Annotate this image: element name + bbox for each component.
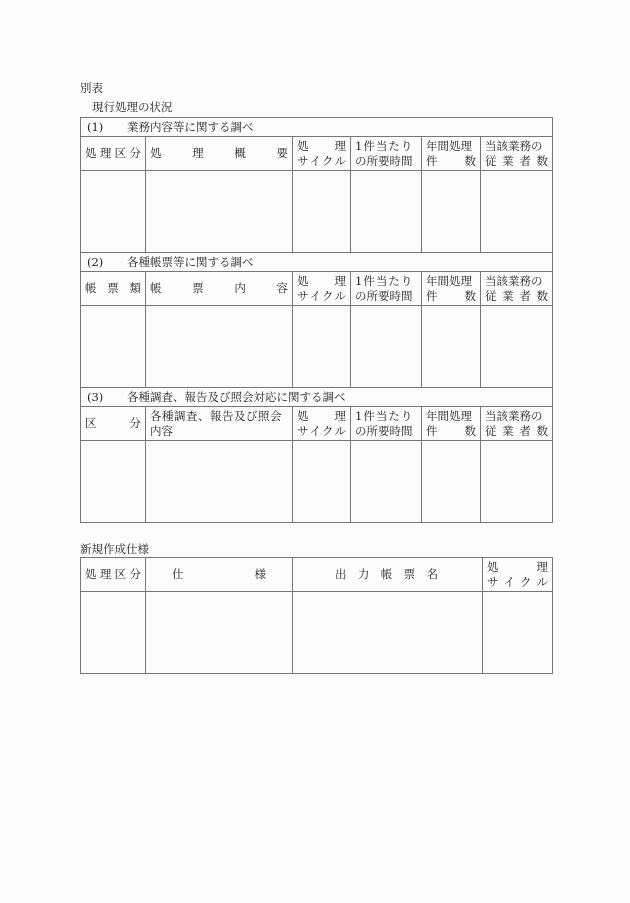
header-processing-cycle [293, 272, 351, 306]
current-status-title: 現行処理の状況 [92, 100, 173, 114]
header-char: 理 [334, 138, 346, 153]
header-annual-count: 年間処理 件 数 [422, 272, 481, 306]
header-char: 従 [485, 423, 497, 438]
header-char: ル [334, 153, 346, 168]
header-processing-overview [146, 137, 293, 171]
header-processing-category [81, 558, 146, 592]
header-char: 要 [276, 146, 288, 160]
header-char: ル [536, 574, 548, 589]
header-char: サ [297, 153, 309, 168]
header-char: 件 [426, 423, 438, 438]
header-char: 処 [85, 567, 97, 581]
header-char: 区 [85, 416, 97, 430]
section-2-heading [81, 253, 553, 272]
header-char: 件 [426, 153, 438, 168]
header-char: 数 [536, 288, 549, 303]
section-2-data-row [81, 306, 553, 388]
header-char: 分 [129, 416, 141, 430]
header-time-per-item: 1件当たり の所要時間 [351, 272, 422, 306]
header-char: 分 [129, 146, 141, 160]
header-char: 処 [297, 408, 309, 423]
header-staff-count: 当該業務の 従 業 者 数 [481, 137, 553, 171]
new-spec-header-row [81, 558, 553, 592]
header-char: 理 [334, 408, 346, 423]
header-processing-cycle [483, 558, 553, 592]
header-processing-cycle [293, 137, 351, 171]
appendix-label: 別表 [80, 81, 103, 95]
header-char: 帳 [380, 567, 393, 581]
header-char: 処 [297, 273, 309, 288]
section-2-heading-row [81, 253, 553, 272]
header-processing-cycle [293, 407, 351, 441]
header-char: 容 [276, 281, 288, 295]
section-1-data-row [81, 171, 553, 253]
header-char: 処 [150, 146, 162, 160]
header-staff-count: 当該業務の 従 業 者 数 [481, 272, 553, 306]
header-char: 様 [254, 567, 266, 581]
section-number: (3) [87, 389, 104, 404]
header-char: 内 [234, 281, 246, 295]
cell [351, 306, 422, 388]
cell [351, 171, 422, 253]
section-1-heading [81, 118, 553, 137]
header-char: 処 [487, 559, 499, 574]
header-char: 票 [403, 567, 416, 581]
header-char: 処 [297, 138, 309, 153]
header-char: 数 [464, 288, 476, 303]
new-spec-table [80, 557, 553, 674]
header-time-per-item: 1件当たり の所要時間 [351, 407, 422, 441]
header-char: 票 [107, 281, 119, 295]
cell [146, 441, 293, 523]
section-3-heading-row [81, 388, 553, 407]
header-char: イ [309, 423, 321, 438]
cell [422, 441, 481, 523]
header-char: 数 [536, 423, 549, 438]
cell [146, 306, 293, 388]
header-char: 分 [129, 567, 141, 581]
section-title: 各種調査、報告及び照会対応に関する調べ [127, 389, 346, 404]
header-char: 票 [192, 281, 204, 295]
section-2-header-row [81, 272, 553, 306]
cell [422, 306, 481, 388]
header-char: 帳 [85, 281, 97, 295]
header-char: 帳 [150, 281, 162, 295]
cell [81, 441, 146, 523]
header-char: イ [503, 574, 515, 589]
cell [422, 171, 481, 253]
header-char: 業 [502, 288, 514, 303]
header-char: 数 [464, 423, 476, 438]
header-annual-count: 年間処理 件 数 [422, 407, 481, 441]
header-char: 仕 [172, 567, 184, 581]
header-char: 名 [426, 567, 438, 581]
section-1-header-row [81, 137, 553, 171]
header-char: ル [334, 288, 346, 303]
cell [351, 441, 422, 523]
header-char: 者 [519, 423, 531, 438]
cell [81, 306, 146, 388]
header-time-per-item: 1件当たり の所要時間 [351, 137, 422, 171]
header-char: 理 [334, 273, 346, 288]
header-char: 理 [99, 146, 112, 160]
cell [483, 592, 553, 674]
header-form-content [146, 272, 293, 306]
header-char: ク [322, 288, 334, 303]
header-char: サ [297, 423, 309, 438]
cell [146, 171, 293, 253]
header-annual-count: 年間処理 件 数 [422, 137, 481, 171]
header-char: ク [520, 574, 532, 589]
header-char: 理 [192, 146, 204, 160]
header-category [81, 407, 146, 441]
header-char: ク [322, 153, 334, 168]
header-char: 数 [464, 153, 476, 168]
header-char: サ [487, 574, 499, 589]
cell [481, 441, 553, 523]
current-status-table [80, 117, 553, 523]
section-3-heading [81, 388, 553, 407]
cell [481, 306, 553, 388]
cell [81, 592, 146, 674]
header-char: 従 [485, 288, 497, 303]
header-char: 従 [485, 153, 497, 168]
header-char: 処 [85, 146, 97, 160]
header-char: 業 [502, 153, 514, 168]
header-char: ル [334, 423, 346, 438]
header-processing-category [81, 137, 146, 171]
header-char: 者 [519, 153, 531, 168]
section-number: (1) [87, 119, 104, 134]
header-char: 理 [536, 559, 548, 574]
header-char: 件 [426, 288, 438, 303]
cell [293, 306, 351, 388]
section-1-heading-row [81, 118, 553, 137]
cell [293, 171, 351, 253]
header-char: 区 [114, 146, 127, 160]
header-char: 力 [357, 567, 370, 581]
header-char: 数 [536, 153, 549, 168]
header-char: 類 [129, 281, 141, 295]
section-3-header-row [81, 407, 553, 441]
header-char: イ [309, 153, 321, 168]
header-specification [146, 558, 293, 592]
header-char: 業 [502, 423, 514, 438]
header-char: 出 [335, 567, 347, 581]
header-char: イ [309, 288, 321, 303]
header-form-type [81, 272, 146, 306]
header-char: 者 [519, 288, 531, 303]
header-staff-count: 当該業務の 従 業 者 数 [481, 407, 553, 441]
header-char: サ [297, 288, 309, 303]
header-char: 概 [234, 146, 246, 160]
cell [81, 171, 146, 253]
cell [481, 171, 553, 253]
section-title: 業務内容等に関する調べ [127, 119, 254, 134]
header-output-form-name [293, 558, 483, 592]
header-inquiry-content: 各種調査、報告及び照会 内容 [146, 407, 293, 441]
new-spec-title: 新規作成仕様 [80, 542, 149, 556]
section-title: 各種帳票等に関する調べ [127, 254, 254, 269]
cell [293, 441, 351, 523]
header-char: 区 [114, 567, 127, 581]
cell [146, 592, 293, 674]
header-char: 理 [99, 567, 112, 581]
section-3-data-row [81, 441, 553, 523]
header-char: ク [322, 423, 334, 438]
section-number: (2) [87, 254, 104, 269]
new-spec-data-row [81, 592, 553, 674]
cell [293, 592, 483, 674]
